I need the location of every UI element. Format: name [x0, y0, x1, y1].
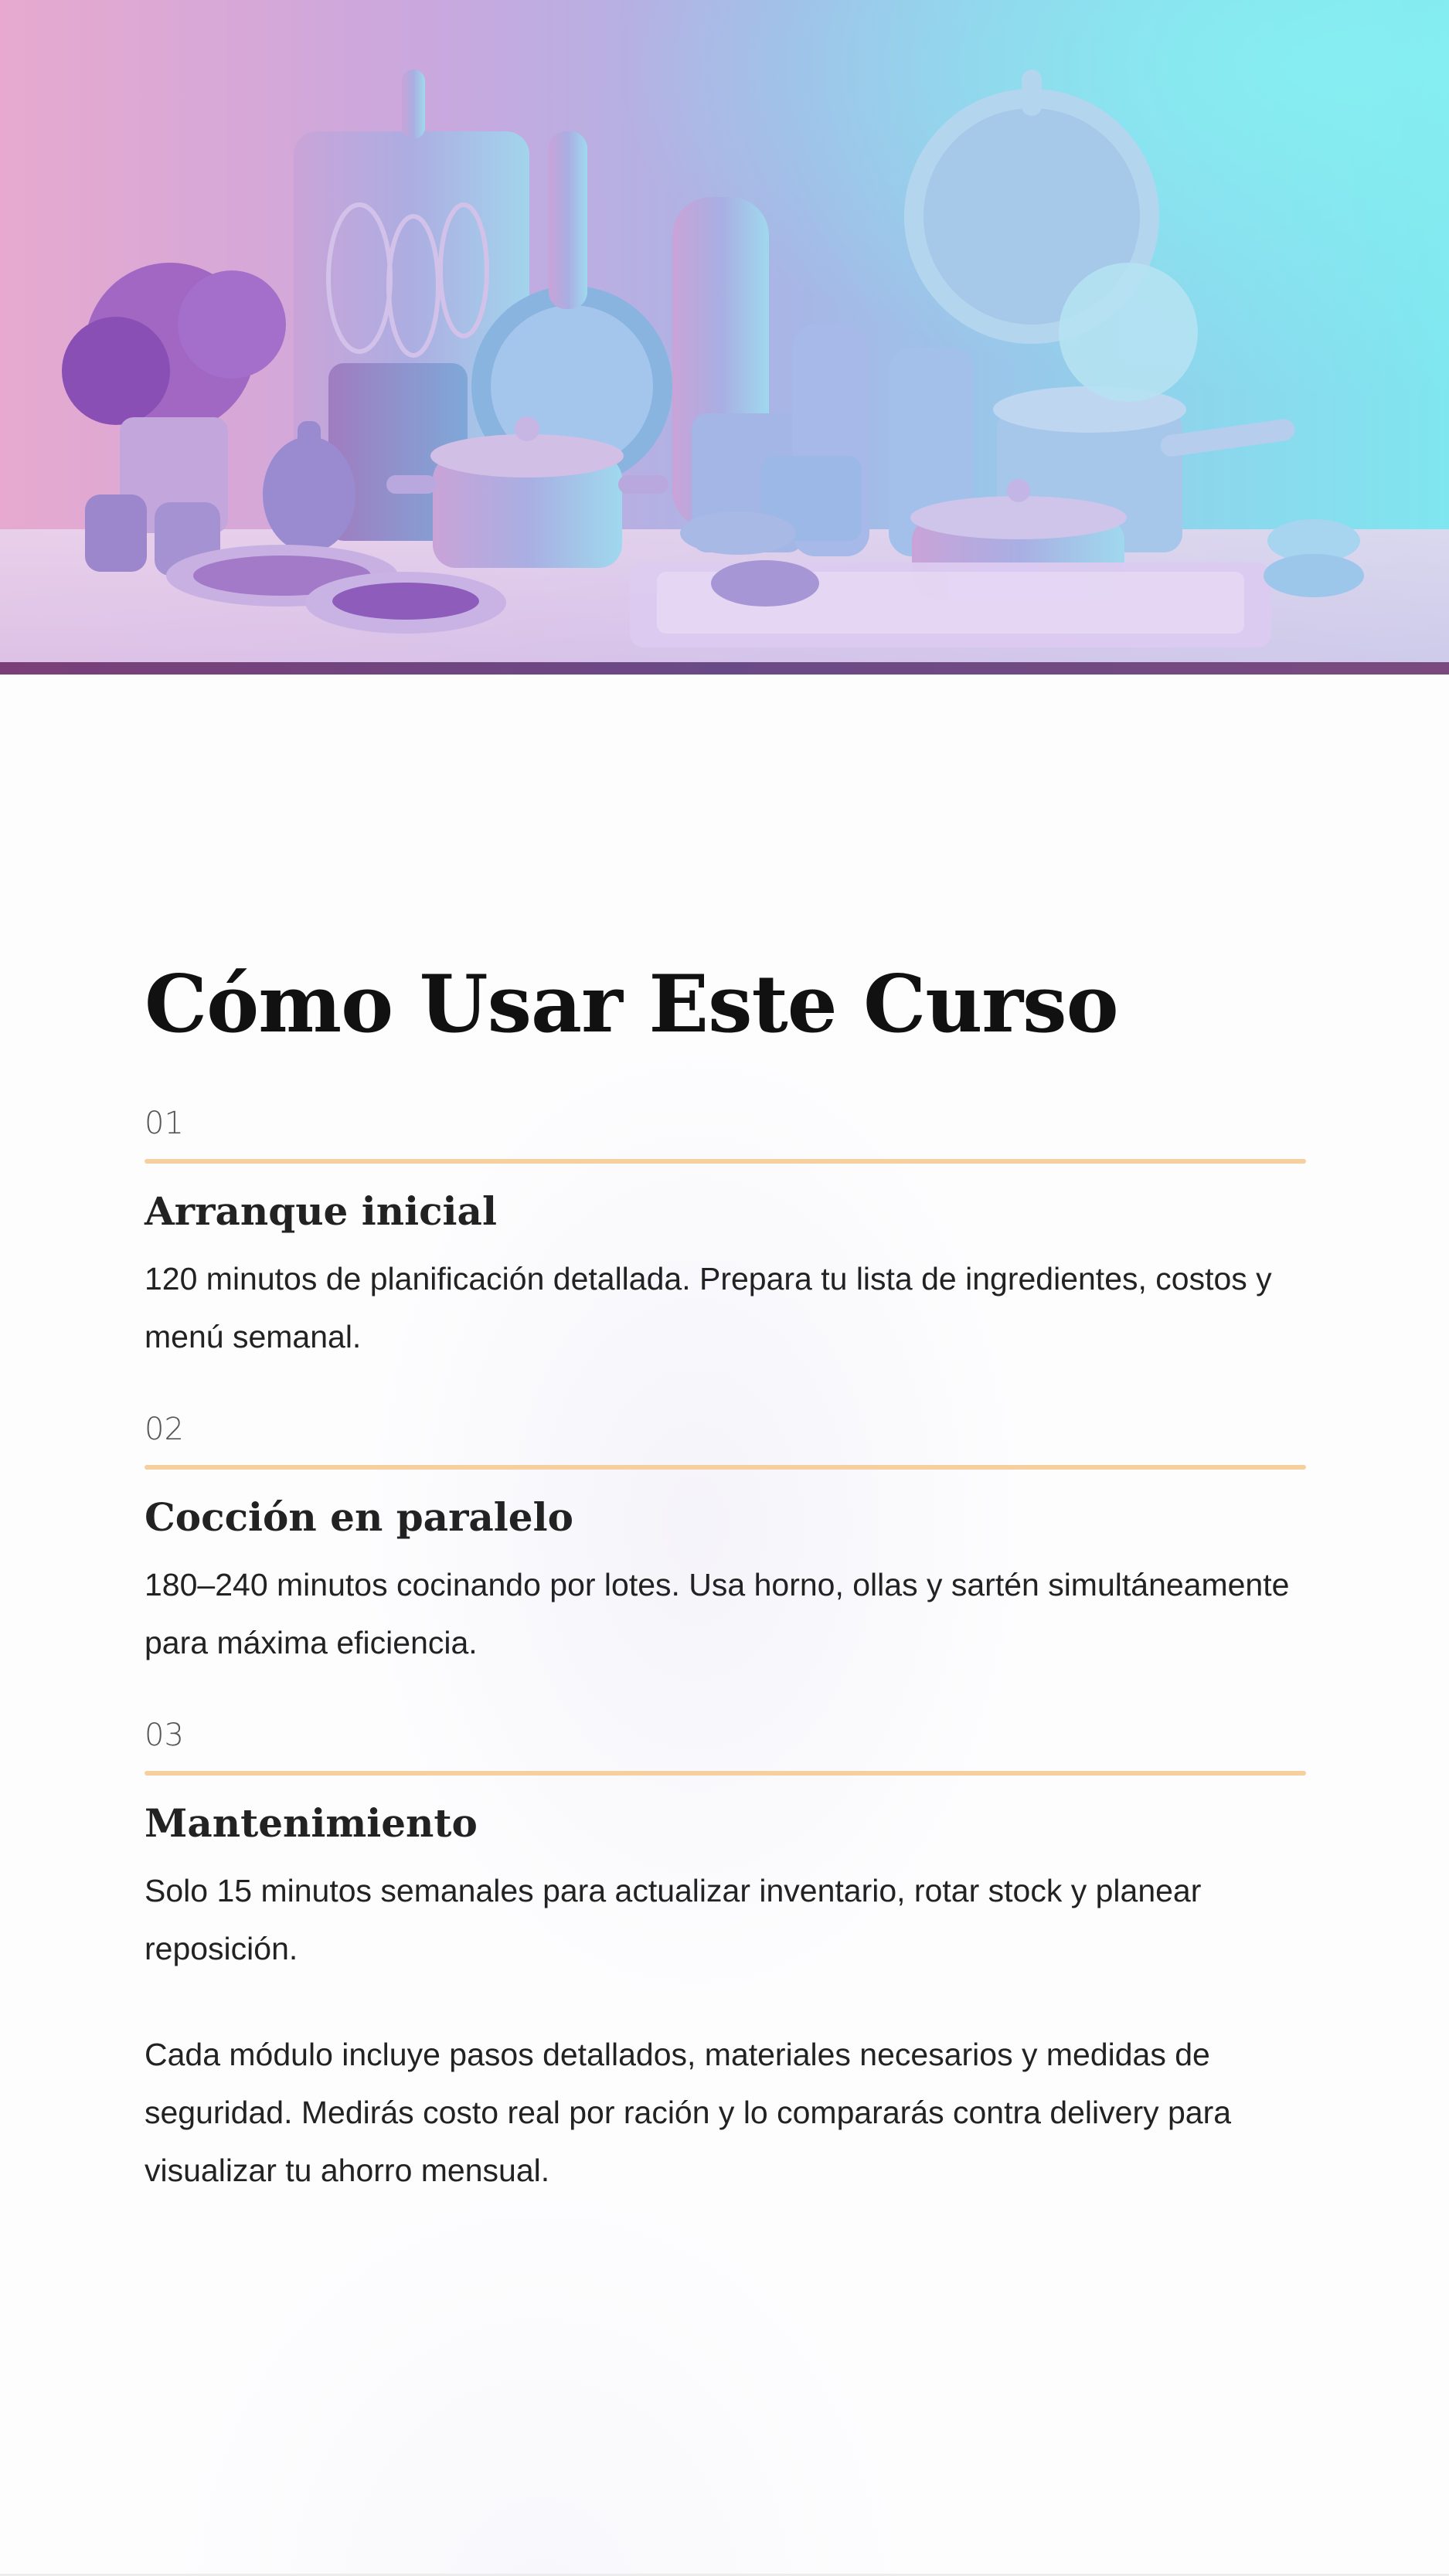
- step-3: [145, 1715, 1306, 1978]
- step-title: Mantenimiento: [145, 1800, 478, 1846]
- step-number: 02: [145, 1412, 184, 1447]
- page-title: Cómo Usar Este Curso: [145, 958, 1118, 1051]
- step-number: 01: [145, 1106, 184, 1141]
- step-description: 120 minutos de planificación detallada. Prepara tu lista de ingredientes, costos y menú semanal.: [145, 1261, 1272, 1354]
- step-divider: [145, 1771, 1306, 1776]
- step-divider: [145, 1465, 1306, 1470]
- hero-divider-bar: [0, 662, 1449, 675]
- step-2: [145, 1409, 1306, 1672]
- step-description: Solo 15 minutos semanales para actualizar inventario, rotar stock y planear reposición.: [145, 1873, 1202, 1966]
- kitchen-utensils-illustration: [0, 0, 1449, 662]
- closing-paragraph: Cada módulo incluye pasos detallados, materiales necesarios y medidas de seguridad. Medirás costo real por ración y lo compararás contra delivery para visualizar tu ahorro mensual.: [145, 2037, 1232, 2188]
- step-title: Arranque inicial: [145, 1188, 497, 1234]
- step-description: 180–240 minutos cocinando por lotes. Usa horno, ollas y sartén simultáneamente para máxima eficiencia.: [145, 1567, 1290, 1660]
- step-1: [145, 1103, 1306, 1366]
- step-divider: [145, 1159, 1306, 1164]
- hero-image: [0, 0, 1449, 662]
- course-guide: [145, 950, 1306, 2200]
- step-number: 03: [145, 1718, 184, 1753]
- step-title: Cocción en paralelo: [145, 1494, 573, 1540]
